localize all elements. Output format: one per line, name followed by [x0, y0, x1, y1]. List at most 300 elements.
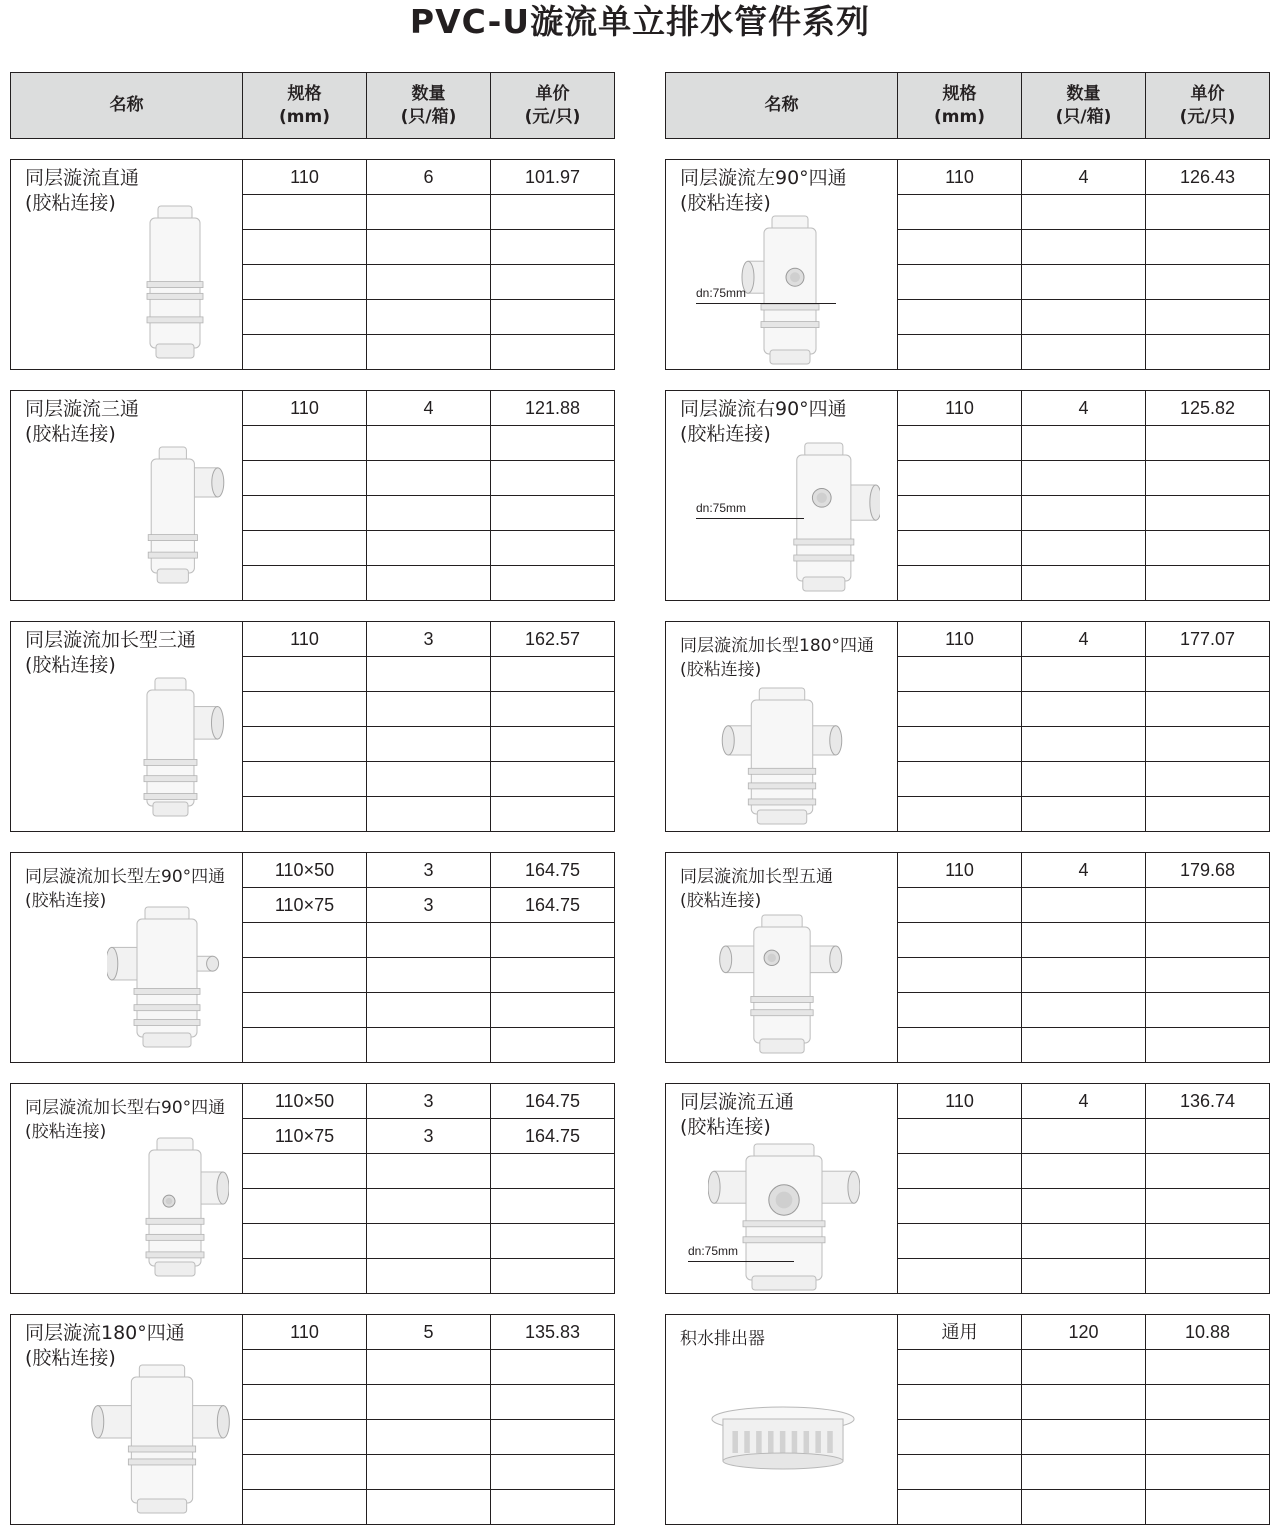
product-name — [25, 628, 196, 678]
qty-cell — [1022, 1350, 1146, 1385]
product-name-line: (胶粘连接) — [25, 1122, 107, 1142]
spec-cell — [243, 657, 367, 692]
product-name — [680, 1327, 765, 1351]
spec-cell — [243, 1385, 367, 1420]
product-name-line: (胶粘连接) — [680, 192, 771, 214]
product-block — [665, 1314, 1270, 1525]
qty-cell — [1022, 1385, 1146, 1420]
product-block — [665, 621, 1270, 832]
table-header-row — [666, 73, 1270, 139]
spec-cell — [898, 1189, 1022, 1224]
price-cell — [1146, 993, 1270, 1028]
spec-cell — [243, 1490, 367, 1525]
price-cell — [491, 265, 615, 300]
qty-cell — [367, 692, 491, 727]
product-name-cell — [11, 391, 243, 601]
qty-cell — [1022, 923, 1146, 958]
qty-cell: 6 — [367, 160, 491, 195]
spec-cell — [898, 1490, 1022, 1525]
spec-cell — [243, 496, 367, 531]
spec-cell: 110×75 — [243, 888, 367, 923]
spec-cell — [898, 1259, 1022, 1294]
spec-cell — [243, 1455, 367, 1490]
right-price-table — [665, 72, 1270, 139]
spec-cell — [898, 657, 1022, 692]
price-cell — [491, 531, 615, 566]
spec-cell — [243, 1189, 367, 1224]
spec-cell — [243, 1420, 367, 1455]
qty-cell: 4 — [1022, 391, 1146, 426]
product-block — [665, 1083, 1270, 1294]
price-cell — [491, 727, 615, 762]
price-cell — [1146, 300, 1270, 335]
product-name-line: 同层漩流加长型五通 — [680, 867, 833, 887]
product-name-line: 同层漩流加长型右90°四通 — [25, 1098, 226, 1118]
product-name — [25, 166, 139, 216]
spec-cell — [898, 300, 1022, 335]
extended-left-cross-fitting-icon — [107, 903, 227, 1051]
qty-cell — [1022, 1259, 1146, 1294]
product-name — [680, 634, 874, 682]
spec-cell — [898, 461, 1022, 496]
price-cell: 162.57 — [491, 622, 615, 657]
price-cell — [491, 657, 615, 692]
header-name: 名称 — [11, 73, 243, 139]
price-cell — [491, 958, 615, 993]
page-title: PVC-U漩流单立排水管件系列 — [409, 2, 871, 41]
price-cell: 164.75 — [491, 1084, 615, 1119]
product-name-cell — [666, 853, 898, 1063]
qty-cell — [1022, 265, 1146, 300]
price-cell — [491, 1385, 615, 1420]
spec-cell: 110 — [243, 160, 367, 195]
qty-cell — [367, 1455, 491, 1490]
qty-cell — [1022, 230, 1146, 265]
spec-cell — [898, 958, 1022, 993]
spec-cell — [243, 426, 367, 461]
price-cell — [491, 461, 615, 496]
price-cell — [1146, 1385, 1270, 1420]
price-cell — [1146, 762, 1270, 797]
qty-cell: 4 — [1022, 622, 1146, 657]
spec-cell — [243, 531, 367, 566]
product-name-cell — [11, 1315, 243, 1525]
spec-cell — [243, 958, 367, 993]
price-cell — [1146, 496, 1270, 531]
header-name: 名称 — [666, 73, 898, 139]
price-cell — [491, 1224, 615, 1259]
table-row — [666, 622, 1270, 657]
left-price-table — [10, 72, 615, 139]
qty-cell — [367, 958, 491, 993]
qty-cell: 4 — [1022, 853, 1146, 888]
spec-cell — [898, 195, 1022, 230]
product-name-cell — [11, 1084, 243, 1294]
spec-cell — [898, 762, 1022, 797]
product-name-line: 同层漩流180°四通 — [25, 1322, 185, 1344]
tee-fitting-icon — [135, 443, 225, 589]
spec-cell — [898, 1455, 1022, 1490]
qty-cell: 5 — [367, 1315, 491, 1350]
product-block — [10, 390, 615, 601]
header-price: 单价 (元/只) — [491, 73, 615, 139]
product-name-line: 同层漩流左90°四通 — [680, 167, 847, 189]
header-spec: 规格 (mm) — [243, 73, 367, 139]
price-cell: 179.68 — [1146, 853, 1270, 888]
spec-cell — [898, 923, 1022, 958]
spec-cell — [898, 797, 1022, 832]
spec-cell — [898, 335, 1022, 370]
price-cell — [1146, 923, 1270, 958]
qty-cell — [1022, 993, 1146, 1028]
qty-cell — [1022, 692, 1146, 727]
product-name-line: 同层漩流右90°四通 — [680, 398, 847, 420]
price-cell — [1146, 888, 1270, 923]
spec-cell — [243, 1154, 367, 1189]
product-name-line: (胶粘连接) — [680, 423, 771, 445]
spec-cell — [898, 1119, 1022, 1154]
dn-size-label: dn:75mm — [696, 501, 747, 515]
price-cell — [491, 1455, 615, 1490]
qty-cell — [367, 1385, 491, 1420]
cross-180-fitting-icon — [89, 1357, 235, 1519]
price-cell — [491, 300, 615, 335]
qty-cell — [367, 1224, 491, 1259]
price-cell: 101.97 — [491, 160, 615, 195]
product-name — [680, 865, 833, 913]
price-cell — [1146, 797, 1270, 832]
price-cell: 126.43 — [1146, 160, 1270, 195]
qty-cell — [1022, 888, 1146, 923]
product-block — [10, 1314, 615, 1525]
spec-cell — [898, 727, 1022, 762]
spec-cell — [243, 1224, 367, 1259]
qty-cell — [1022, 1224, 1146, 1259]
spec-cell — [243, 1028, 367, 1063]
product-name-cell — [11, 622, 243, 832]
price-cell — [491, 1350, 615, 1385]
product-name-cell — [666, 1084, 898, 1294]
spec-cell: 110 — [243, 622, 367, 657]
left-column — [10, 72, 615, 1525]
qty-cell — [1022, 1490, 1146, 1525]
price-cell — [1146, 531, 1270, 566]
qty-cell — [367, 1189, 491, 1224]
qty-cell — [1022, 797, 1146, 832]
product-name-line: 同层漩流直通 — [25, 167, 140, 189]
product-name-cell — [666, 160, 898, 370]
product-name — [680, 1090, 794, 1140]
spec-cell: 110 — [898, 622, 1022, 657]
product-name-line: 同层漩流加长型三通 — [25, 629, 197, 651]
table-row — [11, 391, 615, 426]
header-qty: 数量 (只/箱) — [367, 73, 491, 139]
product-name-line: (胶粘连接) — [25, 1347, 116, 1369]
price-cell: 121.88 — [491, 391, 615, 426]
qty-cell — [1022, 1028, 1146, 1063]
table-row — [11, 1084, 615, 1119]
table-row — [11, 853, 615, 888]
dn-size-label: dn:75mm — [688, 1244, 739, 1258]
spec-cell — [243, 461, 367, 496]
extended-five-way-fitting-icon — [718, 909, 846, 1057]
spec-cell — [898, 265, 1022, 300]
header-spec: 规格 (mm) — [898, 73, 1022, 139]
price-cell — [491, 923, 615, 958]
price-cell — [1146, 692, 1270, 727]
table-row — [11, 160, 615, 195]
product-name-line: 同层漩流三通 — [25, 398, 140, 420]
spec-cell — [243, 762, 367, 797]
qty-cell: 4 — [1022, 160, 1146, 195]
price-cell — [1146, 1490, 1270, 1525]
price-cell — [1146, 1420, 1270, 1455]
straight-pipe-fitting-icon — [125, 198, 225, 366]
price-cell — [491, 496, 615, 531]
spec-cell — [243, 300, 367, 335]
qty-cell — [367, 335, 491, 370]
product-block — [665, 390, 1270, 601]
product-name — [680, 166, 847, 216]
spec-cell — [898, 230, 1022, 265]
product-name-cell — [11, 853, 243, 1063]
price-cell — [491, 1028, 615, 1063]
price-cell — [1146, 958, 1270, 993]
spec-cell — [898, 692, 1022, 727]
price-cell — [491, 1420, 615, 1455]
product-block — [665, 852, 1270, 1063]
qty-cell: 3 — [367, 1084, 491, 1119]
spec-cell — [898, 1028, 1022, 1063]
price-cell — [1146, 426, 1270, 461]
price-cell — [1146, 727, 1270, 762]
price-cell: 135.83 — [491, 1315, 615, 1350]
qty-cell — [1022, 762, 1146, 797]
dn-size-label: dn:75mm — [696, 286, 747, 300]
spec-cell — [898, 426, 1022, 461]
product-name-cell — [666, 1315, 898, 1525]
price-cell — [491, 1154, 615, 1189]
qty-cell — [367, 426, 491, 461]
spec-cell: 110 — [898, 853, 1022, 888]
price-cell — [491, 993, 615, 1028]
spec-cell — [243, 195, 367, 230]
spec-cell — [243, 230, 367, 265]
price-cell — [491, 195, 615, 230]
price-cell — [1146, 1189, 1270, 1224]
qty-cell: 3 — [367, 853, 491, 888]
spec-cell: 110×50 — [243, 853, 367, 888]
spec-cell — [898, 566, 1022, 601]
price-cell — [1146, 1350, 1270, 1385]
qty-cell: 3 — [367, 888, 491, 923]
price-cell: 164.75 — [491, 888, 615, 923]
spec-cell — [898, 531, 1022, 566]
header-qty: 数量 (只/箱) — [1022, 73, 1146, 139]
qty-cell — [367, 923, 491, 958]
qty-cell — [1022, 300, 1146, 335]
table-row — [666, 1315, 1270, 1350]
qty-cell — [1022, 1420, 1146, 1455]
spec-cell: 110 — [898, 1084, 1022, 1119]
spec-cell — [243, 797, 367, 832]
price-cell — [491, 335, 615, 370]
product-name-line: (胶粘连接) — [25, 192, 116, 214]
price-cell — [1146, 566, 1270, 601]
product-name-line: (胶粘连接) — [25, 654, 116, 676]
spec-cell — [898, 1385, 1022, 1420]
qty-cell: 120 — [1022, 1315, 1146, 1350]
spec-cell — [898, 496, 1022, 531]
qty-cell — [367, 265, 491, 300]
spec-cell — [243, 335, 367, 370]
qty-cell — [367, 461, 491, 496]
right-cross-fitting-icon — [776, 437, 880, 597]
price-cell — [491, 230, 615, 265]
dn-leader-line — [688, 1261, 794, 1262]
five-way-fitting-icon — [708, 1136, 860, 1296]
spec-cell: 通用 — [898, 1315, 1022, 1350]
price-cell — [491, 1490, 615, 1525]
price-cell — [1146, 230, 1270, 265]
price-cell — [1146, 461, 1270, 496]
product-name-line: (胶粘连接) — [25, 891, 107, 911]
qty-cell — [1022, 1189, 1146, 1224]
price-cell — [491, 797, 615, 832]
spec-cell — [243, 265, 367, 300]
qty-cell — [1022, 958, 1146, 993]
left-cross-fitting-icon — [740, 210, 840, 370]
qty-cell — [1022, 335, 1146, 370]
table-row — [11, 1315, 615, 1350]
price-cell — [1146, 1119, 1270, 1154]
extended-right-cross-fitting-icon — [129, 1134, 229, 1280]
qty-cell — [1022, 531, 1146, 566]
price-cell — [491, 1189, 615, 1224]
price-cell: 10.88 — [1146, 1315, 1270, 1350]
qty-cell — [367, 1350, 491, 1385]
product-name-line: 积水排出器 — [680, 1329, 765, 1349]
spec-cell: 110 — [898, 160, 1022, 195]
qty-cell — [367, 1028, 491, 1063]
spec-cell — [243, 993, 367, 1028]
table-row — [666, 1084, 1270, 1119]
qty-cell: 3 — [367, 1119, 491, 1154]
spec-cell — [243, 566, 367, 601]
product-name-cell — [666, 622, 898, 832]
qty-cell — [367, 1259, 491, 1294]
price-cell — [491, 566, 615, 601]
qty-cell — [367, 657, 491, 692]
product-name-cell — [11, 160, 243, 370]
price-cell — [491, 426, 615, 461]
product-block — [10, 621, 615, 832]
qty-cell — [367, 727, 491, 762]
product-name-line: 同层漩流加长型左90°四通 — [25, 867, 226, 887]
spec-cell: 110×75 — [243, 1119, 367, 1154]
price-cell — [1146, 265, 1270, 300]
spec-cell: 110 — [243, 1315, 367, 1350]
table-row — [666, 160, 1270, 195]
qty-cell: 4 — [367, 391, 491, 426]
spec-cell: 110×50 — [243, 1084, 367, 1119]
spec-cell — [243, 1259, 367, 1294]
price-cell: 177.07 — [1146, 622, 1270, 657]
qty-cell — [367, 300, 491, 335]
extended-tee-fitting-icon — [131, 674, 225, 822]
product-name-line: (胶粘连接) — [680, 891, 762, 911]
spec-cell — [898, 1420, 1022, 1455]
spec-cell — [243, 923, 367, 958]
product-name-line: 同层漩流五通 — [680, 1091, 795, 1113]
qty-cell — [367, 230, 491, 265]
price-cell — [1146, 335, 1270, 370]
qty-cell — [367, 531, 491, 566]
spec-cell: 110 — [898, 391, 1022, 426]
qty-cell — [1022, 1455, 1146, 1490]
qty-cell — [367, 195, 491, 230]
spec-cell — [243, 1350, 367, 1385]
qty-cell — [367, 1154, 491, 1189]
qty-cell — [367, 797, 491, 832]
qty-cell — [367, 496, 491, 531]
product-block — [10, 852, 615, 1063]
qty-cell — [367, 566, 491, 601]
qty-cell: 3 — [367, 622, 491, 657]
product-block — [10, 1083, 615, 1294]
price-cell — [1146, 1455, 1270, 1490]
spec-cell — [898, 1154, 1022, 1189]
product-name-line: 同层漩流加长型180°四通 — [680, 636, 874, 656]
price-cell — [1146, 657, 1270, 692]
qty-cell — [1022, 195, 1146, 230]
price-cell — [491, 762, 615, 797]
qty-cell — [1022, 426, 1146, 461]
price-cell — [1146, 195, 1270, 230]
spec-cell — [243, 692, 367, 727]
dn-leader-line — [696, 518, 804, 519]
water-drain-device-icon — [704, 1389, 862, 1489]
qty-cell — [367, 1420, 491, 1455]
extended-cross-180-fitting-icon — [718, 682, 846, 828]
price-cell — [491, 692, 615, 727]
qty-cell — [1022, 566, 1146, 601]
price-cell — [491, 1259, 615, 1294]
price-cell — [1146, 1259, 1270, 1294]
spec-cell: 110 — [243, 391, 367, 426]
table-row — [11, 622, 615, 657]
table-header-row — [11, 73, 615, 139]
price-cell — [1146, 1154, 1270, 1189]
table-row — [666, 853, 1270, 888]
dn-leader-line — [696, 303, 836, 304]
product-name — [25, 397, 139, 447]
product-name-line: (胶粘连接) — [680, 1116, 771, 1138]
qty-cell — [1022, 657, 1146, 692]
right-column — [665, 72, 1270, 1525]
qty-cell: 4 — [1022, 1084, 1146, 1119]
qty-cell — [1022, 727, 1146, 762]
qty-cell — [367, 762, 491, 797]
product-block — [10, 159, 615, 370]
price-cell: 136.74 — [1146, 1084, 1270, 1119]
price-cell: 164.75 — [491, 1119, 615, 1154]
spec-cell — [898, 1350, 1022, 1385]
price-cell — [1146, 1224, 1270, 1259]
spec-cell — [243, 727, 367, 762]
spec-cell — [898, 888, 1022, 923]
header-price: 单价 (元/只) — [1146, 73, 1270, 139]
